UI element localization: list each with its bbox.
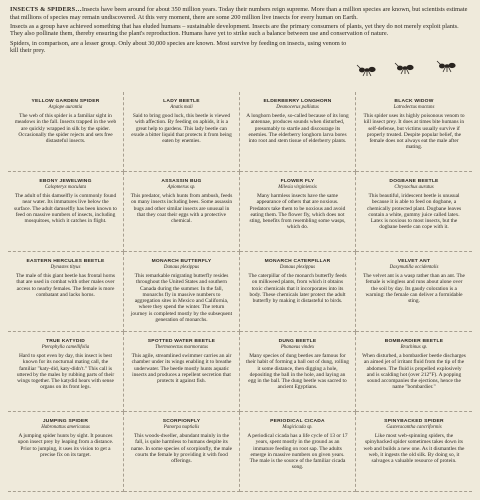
stamp-name: JUMPING SPIDER <box>42 419 89 424</box>
stamp-latin-name: Chrysochus auratus <box>394 185 434 190</box>
stamp-description: The adult of this damselfly is commonly found near water. Its immatures live below the surface. The adult damselfly has been known to feed on massive numbers of insects, including mosquitoes, which it catches in flight. <box>14 193 117 225</box>
stamp-latin-name: Argiope aurantia <box>48 105 83 110</box>
stamp-latin-name: Danaus plexippus <box>279 265 316 270</box>
stamp-latin-name: Dynastes tityus <box>50 265 81 270</box>
stamp-latin-name: Magicicada sp. <box>282 425 313 430</box>
stamp-latin-name: Apiomerus sp. <box>167 185 196 190</box>
stamp-name: TRUE KATYDID <box>45 339 86 344</box>
stamp-description: The velvet ant is a wasp rather than an ant. The female is wingless and runs about alone over the soil by day. Its gaudy coloration is a warning: the female can deliver a formidable sting. <box>363 273 465 305</box>
stamp-name: EASTERN HERCULES BEETLE <box>26 259 105 264</box>
stamp-description: Hard to spot even by day, this insect is best known for its nocturnal mating call, the familiar "katy-did, katy-didn't." This call is uttered by the males by rubbing parts of their wings together. The katydid hears with sense organs on its front legs. <box>16 353 115 391</box>
stamp-card <box>240 332 356 412</box>
stamp-name: DOGBANE BEETLE <box>389 179 439 184</box>
stamp-latin-name: Thermonectus marmoratus <box>155 345 208 350</box>
stamp-latin-name: Brachinus sp. <box>400 345 428 350</box>
stamp-card <box>356 92 472 172</box>
stamp-latin-name: Dasymutilla occidentalis <box>389 265 439 270</box>
stamp-name: PERIODICAL CICADA <box>270 419 325 424</box>
stamp-name: MONARCH CATERPILLAR <box>264 259 331 264</box>
stamp-description: The male of this giant beetle has frontal horns that are used in combat with other males over access to nearby females. The female is more combatant and lacks horns. <box>15 273 116 298</box>
stamp-description: Many species of dung beetles are famous for their habit of forming a ball out of dung, rolling it some distance, then digging a hole, depositing the ball in the hole, and laying an egg in the ball. The dung beetle was sacred to ancient Egyptians. <box>246 353 350 391</box>
stamp-description: A longhorn beetle, so-called because of its long antennae, produces sounds when disturbed, presumably to startle and discourage its enemies. The elderberry longhorn larva bores into root and stem tissue of elderberry plants. <box>246 113 349 145</box>
stamp-card <box>124 252 240 332</box>
stamp-card <box>240 172 356 252</box>
stamp-card <box>240 412 356 492</box>
stamp-description: The web of this spider is a familiar sight in meadows in the fall. Insects trapped in the web are quickly wrapped in silk by the spider. Occasionally the spider rejects and sets free distasteful insects. <box>14 113 117 145</box>
stamp-description: A jumping spider hunts by sight. It pounces upon insect prey by leaping from a distance. Prior to jumping, it uses its vision to get a precise fix on its target. <box>17 433 114 458</box>
intro <box>10 6 470 56</box>
stamp-name: BOMBARDIER BEETLE <box>384 339 444 344</box>
stamp-card <box>8 172 124 252</box>
stamp-card <box>356 172 472 252</box>
stamp-latin-name: Danaus plexippus <box>163 265 200 270</box>
stamp-card <box>8 252 124 332</box>
stamp-name: BLACK WIDOW <box>394 99 434 104</box>
stamp-grid <box>8 92 472 500</box>
stamp-description: This spider uses its highly poisonous venom to kill insect prey. It does at times bite humans in self-defense, but victims usually survive if properly treated. Despite popular belief, the female does not always eat the male after mating. <box>363 113 465 151</box>
stamp-card <box>124 172 240 252</box>
stamp-latin-name: Milesia virginiensis <box>278 185 317 190</box>
stamp-latin-name: Latrodectus mactans <box>393 105 435 110</box>
stamp-name: YELLOW GARDEN SPIDER <box>31 99 100 104</box>
stamp-latin-name: Desmocerus palliatus <box>276 105 319 110</box>
intro-text-1: Insects have been around for about 350 million years. Today their numbers reign supreme. More than a million species are known, but scientists estimate that millions of species may remain undiscovered. At this very moment, there are some 200 million live insects for every human on Earth. <box>10 6 468 21</box>
stamp-description: When disturbed, a bombardier beetle discharges an aimed jet of irritant fluid from the tip of the abdomen. The fluid is propelled explosively and is scalding hot (over 212°F). A popping sound accompanies the ejections, hence the name "bombardier." <box>362 353 466 391</box>
stamp-description: Like most web-spinning spiders, the spinybacked spider sometimes takes down its web and builds a new one. As it dismantles the web, it ingests the old silk. By doing so, it salvages a valuable resource of protein. <box>363 433 465 465</box>
stamp-latin-name: Phanaeus vindex <box>280 345 315 350</box>
stamp-name: DUNG BEETLE <box>278 339 317 344</box>
stamp-card <box>356 332 472 412</box>
stamp-name: MONARCH BUTTERFLY <box>151 259 212 264</box>
stamp-card <box>356 252 472 332</box>
stamp-latin-name: Pterophylla camellifolia <box>41 345 90 350</box>
stamp-description: The caterpillar of the monarch butterfly feeds on milkweed plants, from which it obtains toxic chemicals that it incorporates into its body. These chemicals later protect the adult butterfly by making it distasteful to birds. <box>248 273 347 305</box>
intro-lead: INSECTS & SPIDERS… <box>10 6 82 13</box>
stamp-description: This beautiful, iridescent beetle is unusual because it is able to feed on dogbane, a chemically protected plant. Dogbane leaves contain a white, gummy juice called latex. Latex is noxious to most insects, but the dogbane beetle can cope with it. <box>366 193 462 231</box>
stamp-description: This predator, which hunts from ambush, feeds on many insects including bees. Some assassin bugs and other similar insects are unusual in that they coat their eggs with a protective chemical. <box>130 193 233 225</box>
stamp-card <box>8 332 124 412</box>
stamp-name: EBONY JEWELWING <box>39 179 92 184</box>
stamp-card <box>240 252 356 332</box>
stamp-latin-name: Habronattus americanus <box>41 425 90 430</box>
stamp-latin-name: Gasteracantha cancriformis <box>386 425 442 430</box>
stamp-name: ASSASSIN BUG <box>161 179 202 184</box>
stamp-card <box>8 92 124 172</box>
stamp-name: SCORPIONFLY <box>162 419 201 424</box>
stamp-description: Many harmless insects have the same appearance of others that are noxious. Predators take them to be noxious and avoid eating them. The flower fly, which does not sting, benefits from resembling some wasps, which do. <box>249 193 346 231</box>
intro-paragraph-2: Insects as a group have achieved something that has eluded humans – sustainable development. Insects are the primary consumers of plants, yet they do not merely exploit plants. They also pollinate them, thereby ensuring the plant's reproduction. Humans have yet to strike such a balance between use and conservation of nature. <box>10 22 459 38</box>
stamp-card <box>8 412 124 492</box>
stamp-latin-name: Panorpa nuptialis <box>163 425 200 430</box>
stamp-latin-name: Anatis mali <box>170 105 193 110</box>
stamp-name: SPOTTED WATER BEETLE <box>147 339 216 344</box>
stamp-name: SPINYBACKED SPIDER <box>384 419 444 424</box>
intro-paragraph-3: Spiders, in comparison, are a lesser group. Only about 30,000 species are known. Most survive by feeding on insects, using venom to kill their prey. <box>10 39 347 55</box>
stamp-name: FLOWER FLY <box>280 179 315 184</box>
stamp-name: VELVET ANT <box>397 259 431 264</box>
stamp-card <box>124 92 240 172</box>
ant-icon <box>353 56 473 80</box>
stamp-card <box>356 412 472 492</box>
intro-paragraph-1 <box>10 6 470 21</box>
stamp-description: A periodical cicada has a life cycle of 13 or 17 years, spent mostly in the ground as an immature feeding on root sap. The adults emerge in massive numbers on given years. The male is the source of the familiar cicada song. <box>247 433 348 471</box>
stamp-card <box>240 92 356 172</box>
stamp-description: This remarkable migrating butterfly resides throughout the United States and southern Canada during the summer. In the fall, monarchs fly in massive numbers to aggregation sites in Mexico and California, where they spend the winter. The return journey is completed mostly by the subsequent generation of monarchs. <box>130 273 233 324</box>
stamp-description: This woods-dweller, abundant mainly in the fall, is quite harmless to humans despite its name. In some species of scorpionfly, the male courts the female by providing it with food offerings. <box>131 433 232 465</box>
stamp-description: This agile, streamlined swimmer carries an air chamber under its wings enabling it to breathe underwater. The beetle mostly hunts aquatic insects and produces a repellent secretion that protects it against fish. <box>131 353 232 385</box>
stamp-card <box>124 412 240 492</box>
stamp-card <box>124 332 240 412</box>
stamp-description: Said to bring good luck, this beetle is viewed with affection. By feeding on aphids, it is a great help to gardens. This lady beetle can exude a bitter liquid that protects it from being eaten by enemies. <box>131 113 232 145</box>
stamp-latin-name: Calopteryx maculata <box>44 185 87 190</box>
stamp-name: LADY BEETLE <box>163 99 200 104</box>
stamp-name: ELDERBERRY LONGHORN <box>263 99 332 104</box>
